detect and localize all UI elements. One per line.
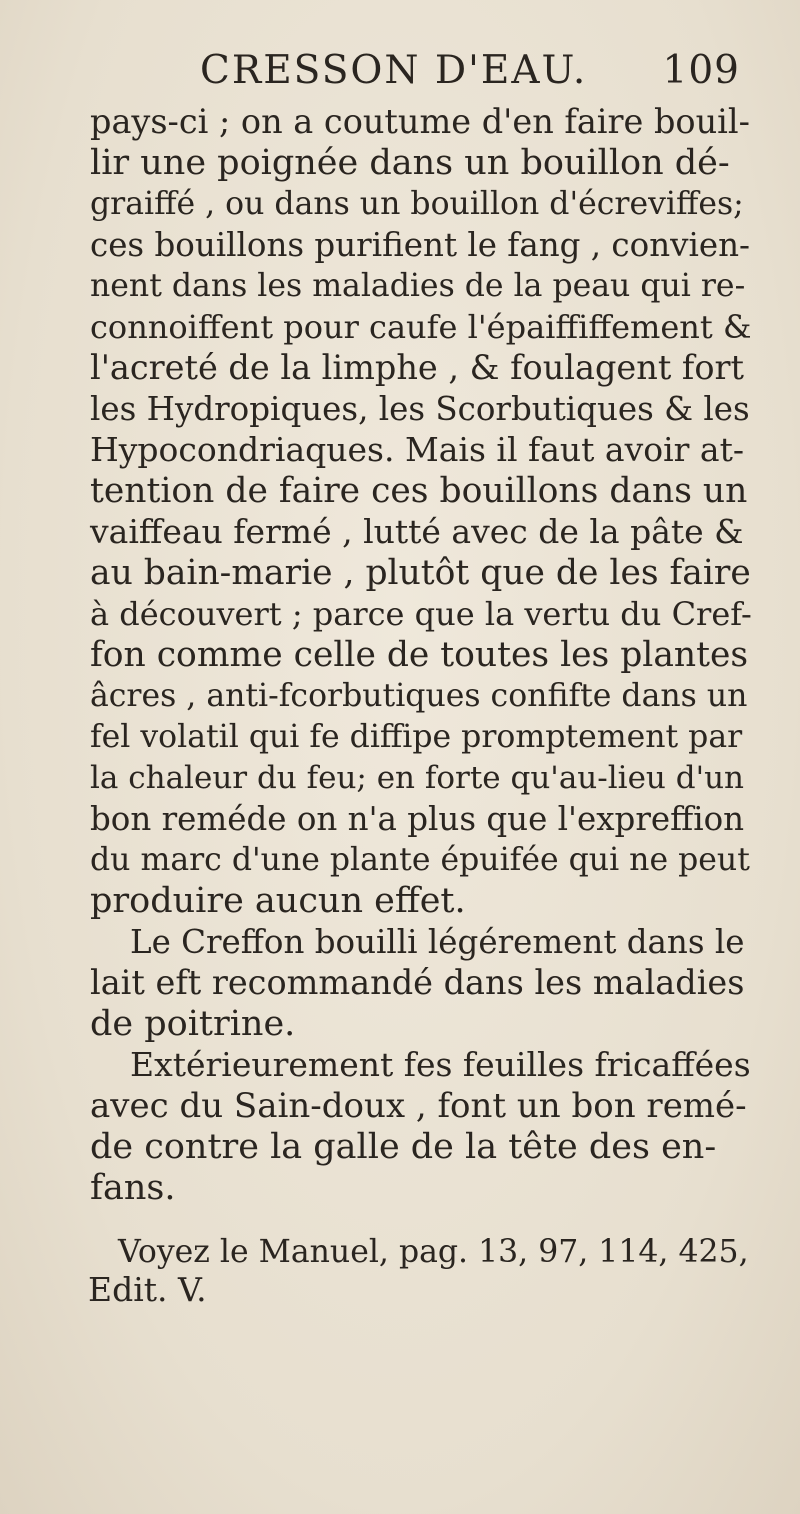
text-line: fon comme celle de toutes les plantes	[90, 635, 749, 675]
text-line: lir une poignée dans un bouillon dé-	[90, 143, 730, 183]
text-line: de contre la galle de la tête des en-	[90, 1127, 717, 1167]
reference-note-line-1: Voyez le Manuel, pag. 13, 97, 114, 425,	[118, 1234, 749, 1270]
text-line: Hypocondriaques. Mais il faut avoir at-	[90, 430, 744, 469]
text-line: la chaleur du feu; en forte qu'au-lieu d'un	[90, 760, 745, 796]
running-head-title: CRESSON D'EAU.	[200, 48, 588, 93]
running-head	[200, 48, 740, 102]
text-line: lait eft recommandé dans les maladies	[90, 963, 745, 1002]
reference-note-line-2: Edit. V.	[88, 1270, 207, 1309]
text-line: l'acreté de la limphe , & foulagent fort	[90, 348, 744, 387]
text-line: connoiffent pour caufe l'épaiffiffement &	[90, 308, 752, 346]
text-line: tention de faire ces bouillons dans un	[90, 471, 748, 511]
text-line: ces bouillons purifient le fang , convien-	[90, 226, 751, 264]
text-line: pays-ci ; on a coutume d'en faire bouil-	[90, 102, 750, 141]
text-line: graiffé , ou dans un bouillon d'écreviffes;	[90, 186, 744, 222]
text-line: âcres , anti-fcorbutiques confifte dans un	[90, 678, 748, 714]
text-line: de poitrine.	[90, 1004, 296, 1044]
text-line: avec du Sain-doux , font un bon remé-	[90, 1086, 747, 1126]
text-line: vaiffeau fermé , lutté avec de la pâte &	[90, 512, 744, 551]
text-line: Le Creffon bouilli légérement dans le	[130, 923, 745, 961]
text-line: du marc d'une plante épuifée qui ne peut	[90, 842, 750, 878]
text-line: nent dans les maladies de la peau qui re-	[90, 268, 746, 304]
text-line: bon reméde on n'a plus que l'expreffion	[90, 800, 745, 838]
text-line: au bain-marie , plutôt que de les faire	[90, 553, 751, 593]
text-line: produire aucun effet.	[90, 881, 466, 921]
text-line: Extérieurement fes feuilles fricaffées	[130, 1045, 751, 1084]
text-line: à découvert ; parce que la vertu du Cref-	[90, 595, 752, 633]
text-line: les Hydropiques, les Scorbutiques & les	[90, 390, 750, 428]
text-line: fel volatil qui fe diffipe promptement par	[90, 719, 743, 755]
page-number: 109	[662, 48, 740, 93]
text-line: fans.	[90, 1168, 176, 1208]
